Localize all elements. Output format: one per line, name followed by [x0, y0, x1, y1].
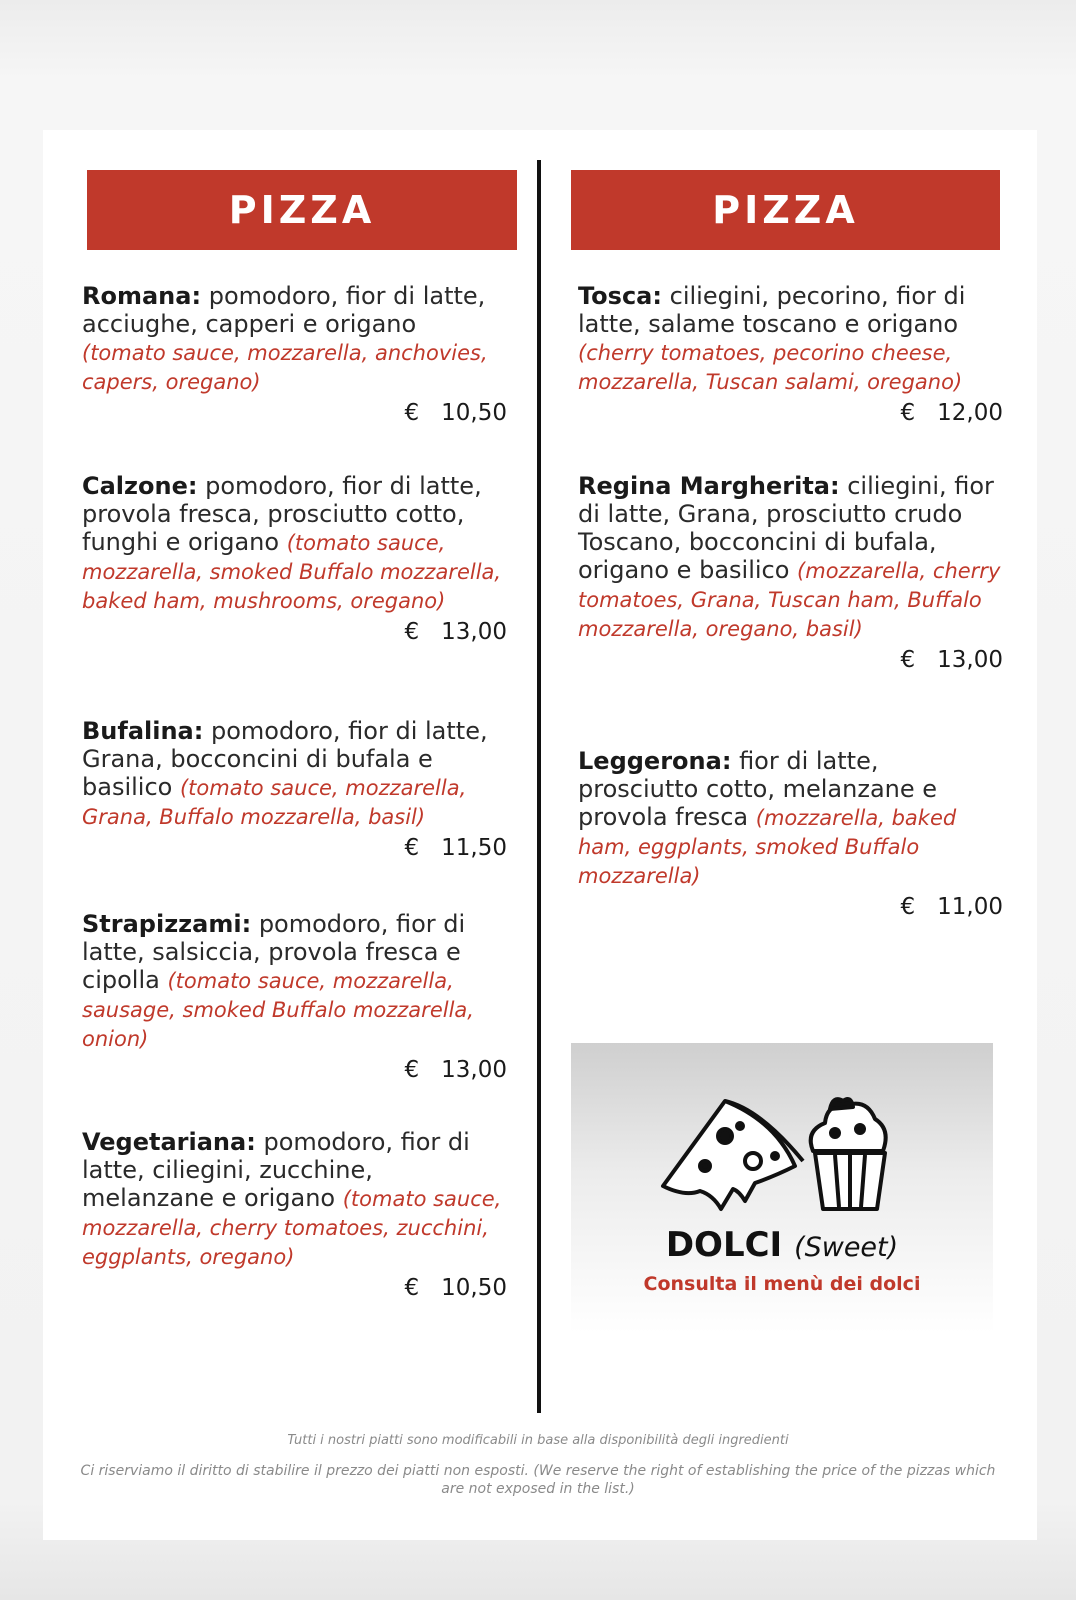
- item-ingredients: pomodoro, fior di latte, Grana, bocconcini di bufala e basilico: [82, 717, 488, 801]
- item-name: Tosca:: [578, 282, 662, 310]
- item-ingredients: pomodoro, fior di latte, salsiccia, provola fresca e cipolla: [82, 910, 466, 994]
- pizza-slice-icon: [663, 1101, 803, 1209]
- menu-item-vegetariana: [82, 1128, 507, 1301]
- item-ingredients: pomodoro, fior di latte, acciughe, capperi e origano: [82, 282, 486, 338]
- dolci-banner[interactable]: [571, 1043, 993, 1333]
- footer-note-2: Ci riserviamo il diritto di stabilire il prezzo dei piatti non esposti. (We reserve the right of establishing the price of the pizzas which are not exposed in the list.): [80, 1463, 996, 1497]
- menu-item-regina-margherita: [578, 472, 1003, 673]
- menu-item-tosca: [578, 282, 1003, 426]
- item-ingredients-en: (tomato sauce, mozzarella, Grana, Buffalo mozzarella, basil): [82, 776, 467, 829]
- item-name: Regina Margherita:: [578, 472, 840, 500]
- item-price: € 13,00: [404, 1057, 507, 1083]
- item-ingredients-en: (tomato sauce, mozzarella, anchovies, capers, oregano): [82, 341, 488, 394]
- dolci-title-en: (Sweet): [794, 1232, 899, 1263]
- cupcake-icon: [811, 1099, 886, 1209]
- dolci-title: DOLCI (Sweet): [665, 1225, 899, 1265]
- item-price: € 13,00: [900, 647, 1003, 673]
- item-ingredients-en: (mozzarella, cherry tomatoes, Grana, Tuscan ham, Buffalo mozzarella, oregano, basil): [578, 559, 1001, 641]
- item-name: Romana:: [82, 282, 202, 310]
- header-pizza-left: [87, 170, 517, 250]
- menu-item-bufalina: [82, 717, 507, 861]
- dolci-subtitle: Consulta il menù dei dolci: [643, 1273, 921, 1295]
- item-ingredients: ciliegini, fior di latte, Grana, prosciutto crudo Toscano, bocconcini di bufala, origano e basilico: [578, 472, 994, 584]
- footer-note-1: Tutti i nostri piatti sono modificabili in base alla disponibilità degli ingredienti: [287, 1433, 789, 1448]
- item-ingredients-en: (tomato sauce, mozzarella, smoked Buffalo mozzarella, baked ham, mushrooms, oregano): [82, 531, 502, 613]
- item-ingredients: ciliegini, pecorino, fior di latte, salame toscano e origano: [578, 282, 966, 338]
- item-name: Leggerona:: [578, 747, 732, 775]
- item-ingredients: fior di latte, prosciutto cotto, melanzane e provola fresca: [578, 747, 938, 831]
- item-price: € 11,50: [404, 835, 507, 861]
- item-ingredients-en: (mozzarella, baked ham, eggplants, smoked Buffalo mozzarella): [578, 806, 957, 888]
- header-pizza-left-label: PIZZA: [228, 188, 376, 232]
- item-price: € 11,00: [900, 894, 1003, 920]
- header-pizza-right: [571, 170, 1000, 250]
- item-name: Vegetariana:: [82, 1128, 256, 1156]
- item-price: € 10,50: [404, 400, 507, 426]
- item-name: Bufalina:: [82, 717, 204, 745]
- item-price: € 10,50: [404, 1275, 507, 1301]
- item-ingredients-en: (tomato sauce, mozzarella, sausage, smoked Buffalo mozzarella, onion): [82, 969, 474, 1051]
- column-divider: [537, 160, 541, 1413]
- item-name: Calzone:: [82, 472, 198, 500]
- menu-item-strapizzami: [82, 910, 507, 1083]
- item-name: Strapizzami:: [82, 910, 252, 938]
- item-ingredients-en: (cherry tomatoes, pecorino cheese, mozzarella, Tuscan salami, oregano): [578, 341, 963, 394]
- item-ingredients: pomodoro, fior di latte, ciliegini, zucchine, melanzane e origano: [82, 1128, 470, 1212]
- item-price: € 12,00: [900, 400, 1003, 426]
- item-ingredients-en: (tomato sauce, mozzarella, cherry tomatoes, zucchini, eggplants, oregano): [82, 1187, 502, 1269]
- menu-item-calzone: [82, 472, 507, 645]
- item-price: € 13,00: [404, 619, 507, 645]
- item-ingredients: pomodoro, fior di latte, provola fresca, prosciutto cotto, funghi e origano: [82, 472, 482, 556]
- header-pizza-right-label: PIZZA: [712, 188, 859, 232]
- menu-item-romana: [82, 282, 507, 426]
- menu-item-leggerona: [578, 747, 1003, 920]
